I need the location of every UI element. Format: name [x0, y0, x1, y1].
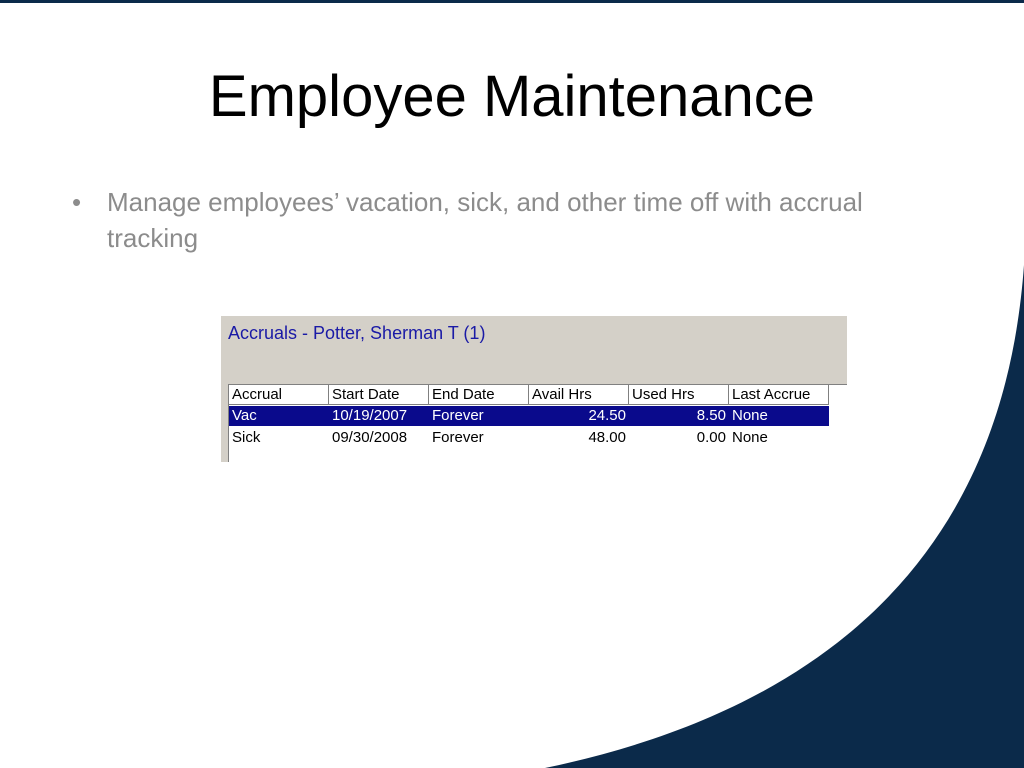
- column-header-accrual[interactable]: Accrual: [229, 385, 329, 405]
- cell-end-date: Forever: [429, 406, 529, 426]
- cell-avail-hrs: 48.00: [588, 429, 626, 446]
- cell-end-date: Forever: [432, 429, 484, 446]
- column-header-used-hrs[interactable]: Used Hrs: [629, 385, 729, 405]
- bullet-point: [72, 184, 952, 256]
- column-header-avail-hrs[interactable]: Avail Hrs: [529, 385, 629, 405]
- bullet-text: Manage employees’ vacation, sick, and other time off with accrual tracking: [107, 187, 863, 253]
- column-header-start-date[interactable]: Start Date: [329, 385, 429, 405]
- accruals-window: [221, 316, 847, 462]
- grid-header-row: [229, 385, 829, 405]
- column-header-last-accrue[interactable]: Last Accrue: [729, 385, 829, 405]
- window-header: [221, 316, 847, 384]
- cell-avail-hrs: 24.50: [529, 406, 629, 426]
- window-title: Accruals - Potter, Sherman T (1): [228, 323, 486, 343]
- column-header-end-date[interactable]: End Date: [429, 385, 529, 405]
- cell-used-hrs: 0.00: [696, 429, 726, 446]
- cell-last-accrue: None: [729, 406, 829, 426]
- table-row[interactable]: [229, 428, 829, 448]
- cell-used-hrs: 8.50: [629, 406, 729, 426]
- cell-start-date: 09/30/2008: [332, 429, 408, 446]
- table-row[interactable]: [229, 406, 829, 426]
- accruals-grid[interactable]: [228, 384, 847, 462]
- cell-start-date: 10/19/2007: [329, 406, 429, 426]
- cell-last-accrue: None: [732, 429, 768, 446]
- cell-accrual: Sick: [232, 429, 261, 446]
- bullet-marker: •: [72, 187, 82, 217]
- slide-title: Employee Maintenance: [208, 64, 816, 129]
- cell-accrual: Vac: [229, 406, 329, 426]
